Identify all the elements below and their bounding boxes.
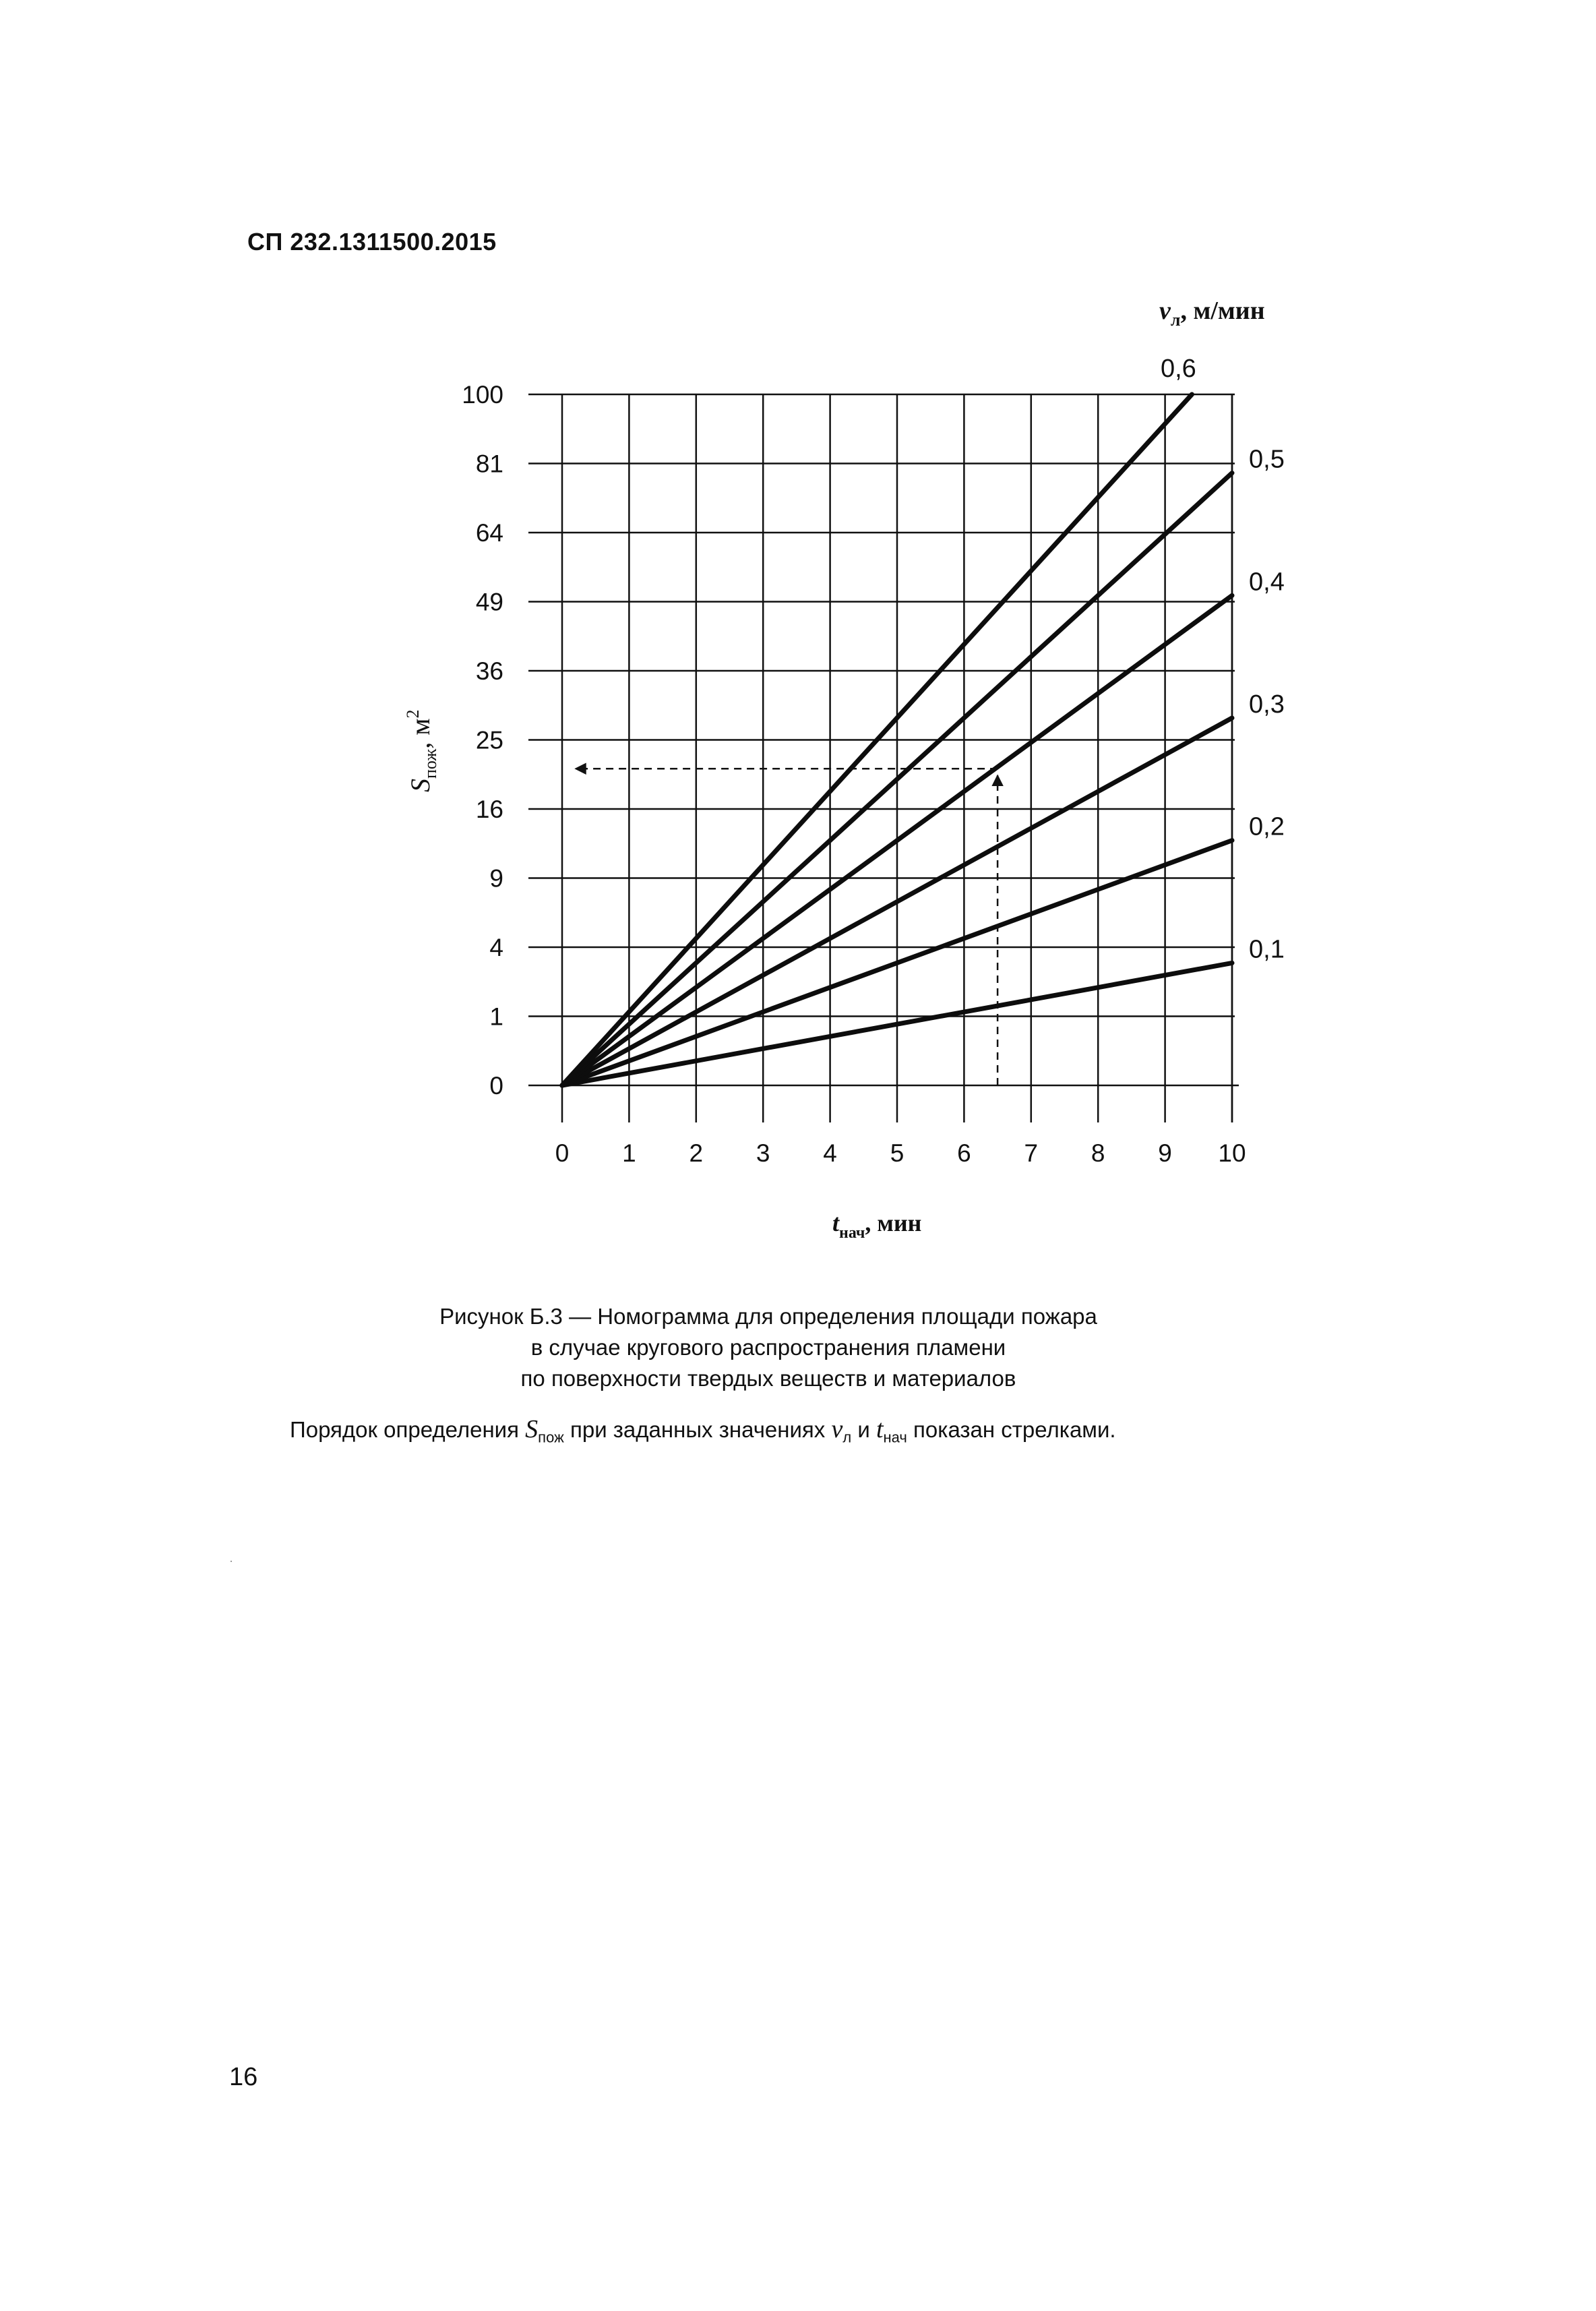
note-text-2: при заданных значениях bbox=[563, 1417, 832, 1442]
procedure-note bbox=[290, 1414, 1368, 1447]
caption-line-1: Рисунок Б.3 — Номограмма для определения площади пожара bbox=[439, 1304, 1097, 1329]
note-s-symbol: S bbox=[525, 1415, 539, 1443]
y-tick-label: 81 bbox=[475, 450, 503, 478]
series-label-v-0-3: 0,3 bbox=[1249, 690, 1285, 719]
y-axis-unit: , м bbox=[405, 718, 435, 749]
x-tick-label: 1 bbox=[622, 1139, 636, 1167]
x-tick-label: 5 bbox=[890, 1139, 904, 1167]
figure-caption bbox=[337, 1301, 1200, 1394]
x-tick-label: 2 bbox=[689, 1139, 704, 1167]
note-v-sub: л bbox=[842, 1429, 852, 1446]
y-axis-sup: 2 bbox=[403, 709, 423, 719]
caption-line-2: в случае кругового распространения пламени bbox=[530, 1335, 1006, 1360]
x-axis-sub: нач bbox=[839, 1224, 865, 1242]
series-label-v-0-1: 0,1 bbox=[1249, 935, 1285, 964]
note-s-sub: пож bbox=[538, 1429, 564, 1446]
page-number: 16 bbox=[229, 2063, 258, 2091]
x-tick-label: 0 bbox=[555, 1139, 570, 1167]
series-axis-symbol: v bbox=[1159, 297, 1171, 325]
series-label-v-0-2: 0,2 bbox=[1249, 812, 1285, 841]
note-t-sub: нач bbox=[883, 1429, 907, 1446]
x-tick-label: 6 bbox=[957, 1139, 971, 1167]
scan-speck bbox=[231, 1561, 232, 1562]
y-tick-label: 16 bbox=[475, 796, 503, 823]
y-tick-label: 25 bbox=[475, 726, 503, 754]
y-tick-label: 64 bbox=[475, 519, 503, 547]
x-tick-label: 4 bbox=[823, 1139, 837, 1167]
x-axis-title bbox=[832, 1209, 921, 1242]
y-tick-label: 1 bbox=[489, 1002, 503, 1031]
y-axis-sub: пож bbox=[421, 748, 440, 779]
series-label-v-0-5: 0,5 bbox=[1249, 445, 1285, 474]
y-axis-title bbox=[403, 709, 440, 792]
series-axis-unit: , м/мин bbox=[1180, 297, 1265, 325]
x-axis-unit: , мин bbox=[865, 1209, 922, 1236]
x-axis-symbol: t bbox=[832, 1209, 840, 1236]
series-label-v-0-6: 0,6 bbox=[1160, 355, 1196, 383]
x-tick-label: 3 bbox=[756, 1139, 770, 1167]
y-axis-title-group bbox=[403, 709, 440, 792]
y-tick-label: 100 bbox=[462, 381, 503, 409]
x-tick-label: 9 bbox=[1158, 1139, 1172, 1167]
series-axis-sub: л bbox=[1170, 310, 1181, 330]
caption-line-3: по поверхности твердых веществ и материалов bbox=[520, 1366, 1016, 1391]
y-tick-label: 9 bbox=[489, 864, 503, 893]
y-axis-symbol: S bbox=[405, 779, 435, 792]
x-tick-label: 8 bbox=[1091, 1139, 1105, 1167]
y-tick-label: 36 bbox=[475, 657, 503, 685]
y-tick-label: 4 bbox=[489, 934, 503, 961]
x-tick-label: 10 bbox=[1218, 1139, 1246, 1167]
note-v-symbol: v bbox=[831, 1415, 843, 1443]
series-axis-title bbox=[1159, 297, 1265, 330]
document-code: СП 232.1311500.2015 bbox=[247, 228, 497, 256]
note-text-3: и bbox=[851, 1417, 876, 1442]
x-tick-label: 7 bbox=[1024, 1139, 1039, 1167]
series-label-v-0-4: 0,4 bbox=[1249, 568, 1285, 597]
note-t-symbol: t bbox=[876, 1415, 884, 1443]
note-text-1: Порядок определения bbox=[290, 1417, 526, 1442]
note-text-4: показан стрелками. bbox=[907, 1417, 1116, 1442]
y-tick-label: 49 bbox=[475, 588, 503, 616]
y-tick-label: 0 bbox=[489, 1072, 503, 1100]
